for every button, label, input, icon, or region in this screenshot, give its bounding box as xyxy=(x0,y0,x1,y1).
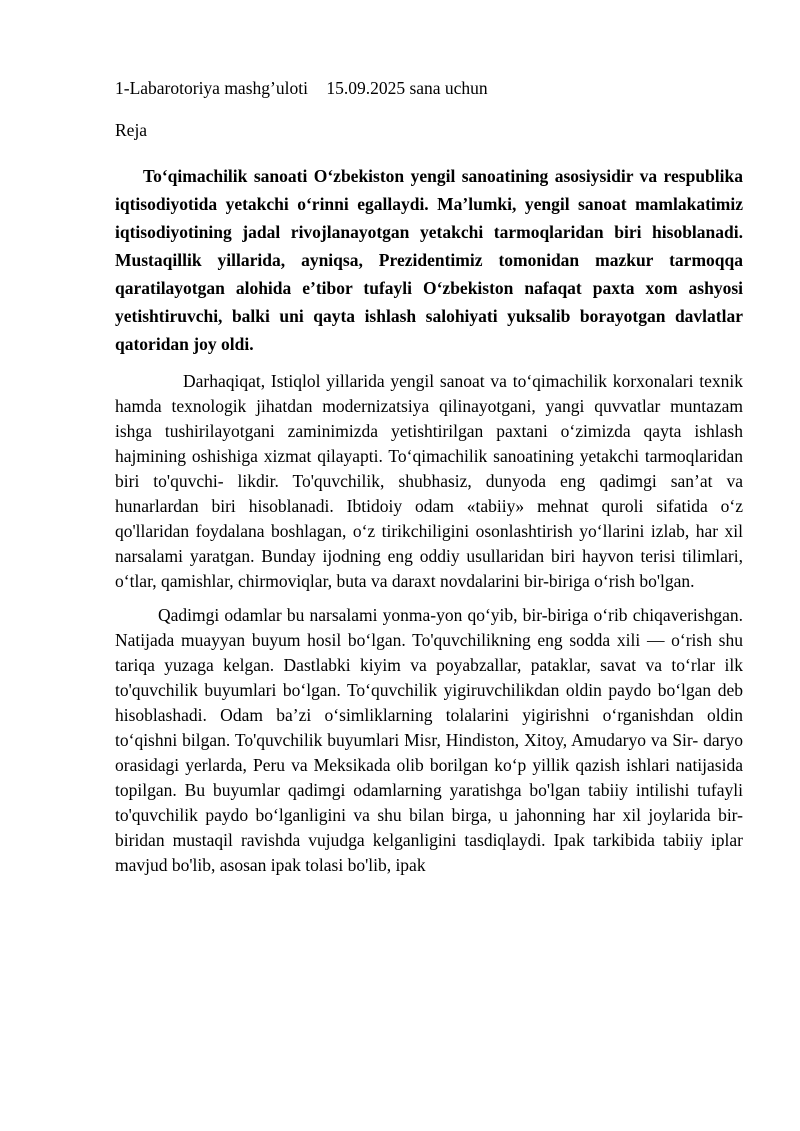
document-title: 1-Labarotoriya mashg’uloti xyxy=(115,78,308,98)
paragraph-intro-bold: Toʻqimachilik sanoati Oʻzbekiston yengil sanoatining asosiysidir va respublika iqtisodiyotida yetakchi oʻrinni egallaydi. Maʼlumki, yengil sanoat mamlakatimiz iqtisodiyotining jadal rivojlanayotgan yetakchi tarmoqlaridan biri hisoblanadi. Mustaqillik yillarida, ayniqsa, Prezidentimiz tomonidan mazkur tarmoqqa qaratilayotgan alohida eʼtibor tufayli Oʻzbekiston nafaqat paxta xom ashyosi yetishtiruvchi, balki uni qayta ishlash salohiyati yuksalib borayotgan davlatlar qatoridan joy oldi. xyxy=(115,166,743,354)
paragraph-qadimgi-odamlar: Qadimgi odamlar bu narsalami yonma-yon qoʻyib, bir-biriga oʻrib chiqaverishgan. Natijada muayyan buyum hosil boʻlgan. To'quvchilikning eng sodda xili — oʻrish shu tariqa yuzaga kelgan. Dastlabki kiyim va poyabzallar, pataklar, savat va toʻrlar ilk to'quvchilik buyumlari boʻlgan. Toʻquvchilik yigiruvchilikdan oldin paydo boʻlgan deb hisoblashadi. Odam baʼzi oʻsimliklarning tolalarini yigirishni oʻrganishdan oldin toʻqishni bilgan. To'quvchilik buyumlari Misr, Hindiston, Xitoy, Amudaryo va Sir- daryo orasidagi yerlarda, Peru va Meksikada olib borilgan koʻp yillik qazish ishlari natijasida topilgan. Bu buyumlar qadimgi odamlarning yaratishga bo'lgan tabiiy intilishi tufayli to'quvchilik paydo boʻlganligini va shu bilan birga, u jahonning har xil joylarida bir-biridan mustaqil ravishda vujudga kelganligini tasdiqlaydi. Ipak tarkibida tabiiy iplar mavjud bo'lib, asosan ipak tolasi bo'lib, ipak xyxy=(115,605,743,875)
document-header-line xyxy=(115,76,743,101)
plan-heading: Reja xyxy=(115,120,148,140)
document-date: 15.09.2025 sana uchun xyxy=(326,78,488,98)
paragraph-darhaqiqat: Darhaqiqat, Istiqlol yillarida yengil sanoat va toʻqimachilik korxonalari texnik hamda texnologik jihatdan modernizatsiya qilinayotgani, yangi quvvatlar muntazam ishga tushirilayotgani zaminimizda yetishtirilgan paxtani oʻzimizda qayta ishlash hajmining oshishiga xizmat qilayapti. Toʻqimachilik sanoatining yetakchi tarmoqlaridan biri to'quvchi- likdir. To'quvchilik, shubhasiz, dunyoda eng qadimgi sanʼat va hunarlardan biri hisoblanadi. Ibtidoiy odam «tabiiy» mehnat quroli sifatida oʻz qo'llaridan foydalana boshlagan, oʻz tirikchiligini osonlashtirish yoʻllarini izlab, har xil narsalami yaratgan. Bunday ijodning eng oddiy usullaridan biri hayvon terisi tilimlari, oʻtlar, qamishlar, chirmoviqlar, buta va daraxt novdalarini bir-biriga oʻrish bo'lgan. xyxy=(115,371,743,591)
